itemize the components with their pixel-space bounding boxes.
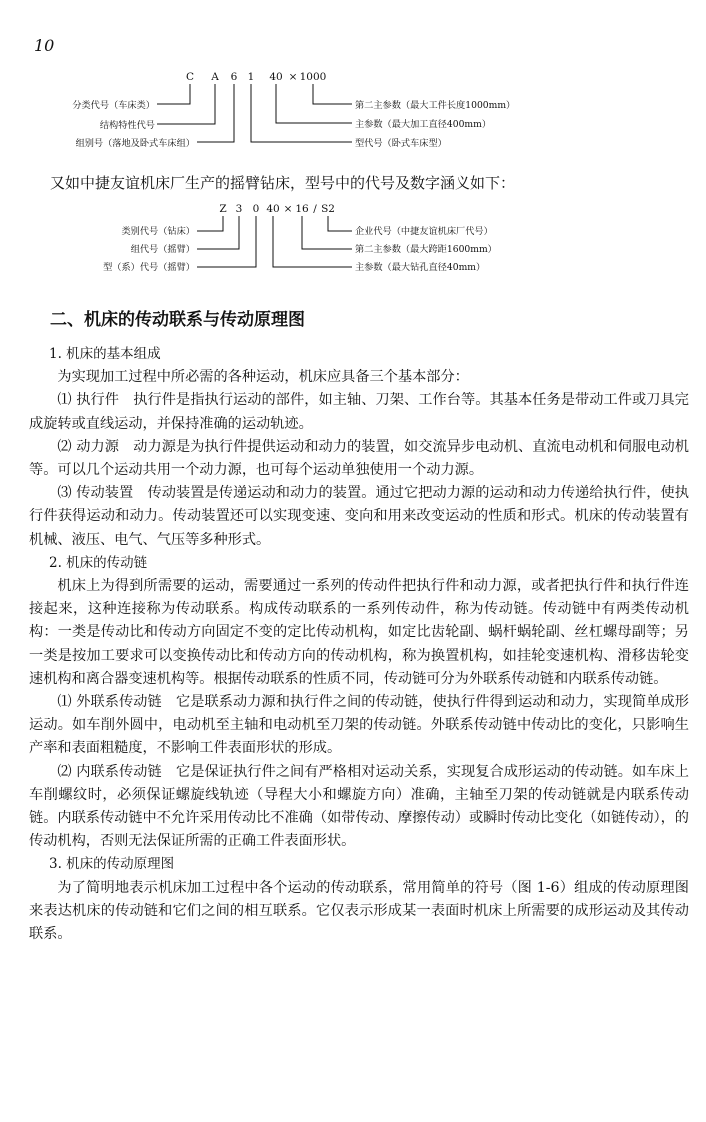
sub-heading-basic-composition: 1. 机床的基本组成	[49, 346, 161, 362]
code-char: S2	[321, 203, 335, 215]
paragraph: ⑵ 动力源 动力源是为执行件提供运动和动力的装置，如交流异步电动机、直流电动机和伺服电动机等。可以几个运动共用一个动力源，也可每个运动单独使用一个动力源。	[29, 438, 689, 479]
page-number: 10	[34, 36, 55, 55]
code-char: ×	[288, 71, 298, 83]
section-heading: 二、机床的传动联系与传动原理图	[50, 310, 305, 330]
code-char: Z	[219, 203, 227, 215]
left-label: 组别号（落地及卧式车床组）	[75, 138, 195, 149]
right-label: 主参数（最大钻孔直径40mm）	[355, 262, 486, 273]
code-char: 16	[295, 203, 309, 215]
paragraph: 为了简明地表示机床加工过程中各个运动的传动联系，常用简单的符号（图 1-6）组成的传动原理图来表达机床的传动链和它们之间的相互联系。它仅表示形成某一表面时机床上所需要的成形运动及其传动联系。	[29, 879, 689, 943]
right-label: 企业代号（中捷友谊机床厂代号）	[355, 226, 493, 237]
sub-heading-transmission-diagram: 3. 机床的传动原理图	[49, 856, 175, 873]
code-char: 0	[252, 203, 260, 215]
right-label: 型代号（卧式车床型）	[355, 138, 447, 149]
paragraph: ⑴ 外联系传动链 它是联系动力源和执行件之间的传动链，使执行件得到运动和动力，实现简单成形运动。如车削外圆中，电动机至主轴和电动机至刀架的传动链。外联系传动链中传动比的变化，只影响生产率和表面粗糙度，不影响工件表面形状的形成。	[29, 694, 689, 757]
code-char: A	[211, 71, 219, 83]
sub-heading-transmission-chain: 2. 机床的传动链	[49, 554, 148, 571]
left-label: 分类代号（车床类）	[72, 100, 155, 111]
code-char: 40	[269, 71, 283, 83]
code-char: 1000	[299, 71, 327, 83]
code-char: 3	[235, 203, 243, 215]
body-text	[29, 343, 689, 946]
left-label: 结构特性代号	[99, 120, 155, 131]
paragraph: 机床上为得到所需要的运动，需要通过一系列的传动件把执行件和动力源，或者把执行件和执行件连接起来，这种连接称为传动联系。构成传动联系的一系列传动件，称为传动链。传动链中有两类传动机构：一类是传动比和传动方向固定不变的定比传动机构，如定比齿轮副、蜗杆蜗轮副、丝杠螺母副等；另一类是按加工要求可以变换传动比和传动方向的传动机构，称为换置机构，如挂轮变速机构、滑移齿轮变速机构和离合器变速机构等。根据传动联系的性质不同，传动链可分为外联系传动链和内联系传动链。	[29, 578, 689, 687]
right-label: 第二主参数（最大跨距1600mm）	[355, 244, 497, 255]
left-label: 型（系）代号（摇臂）	[103, 262, 195, 273]
left-label: 组代号（摇臂）	[130, 244, 195, 255]
code-char: 1	[247, 71, 255, 83]
code-char: ×	[283, 203, 293, 215]
lead-sentence: 又如中捷友谊机床厂生产的摇臂钻床，型号中的代号及数字涵义如下：	[50, 174, 516, 192]
left-label: 类别代号（钻床）	[121, 226, 195, 237]
model-code-diagram-lathe	[0, 62, 706, 154]
code-char: /	[313, 203, 317, 215]
paragraph: ⑶ 传动装置 传动装置是传递运动和动力的装置。通过它把动力源的运动和动力传递给执行件，使执行件获得运动和动力。传动装置还可以实现变速、变向和用来改变运动的性质和形式。机床的传动装置有机械、液压、电气、气压等多种形式。	[29, 485, 689, 548]
paragraph: 为实现加工过程中所必需的各种运动，机床应具备三个基本部分：	[57, 369, 469, 386]
right-label: 第二主参数（最大工件长度1000mm）	[355, 100, 516, 111]
right-label: 主参数（最大加工直径400mm）	[355, 119, 492, 130]
paragraph: ⑵ 内联系传动链 它是保证执行件之间有严格相对运动关系，实现复合成形运动的传动链。如车床上车削螺纹时，必须保证螺旋线轨迹（导程大小和螺旋方向）准确，主轴至刀架的传动链就是内联系传动链。内联系传动链中不允许采用传动比不准确（如带传动、摩擦传动）或瞬时传动比变化（如链传动），的传动机构，否则无法保证所需的正确工件表面形状。	[29, 763, 689, 850]
code-char: 40	[266, 203, 280, 215]
paragraph: ⑴ 执行件 执行件是指执行运动的部件，如主轴、刀架、工作台等。其基本任务是带动工件或刀具完成旋转或直线运动，并保持准确的运动轨迹。	[29, 392, 689, 432]
code-char: 6	[230, 71, 238, 83]
code-char: C	[185, 71, 195, 83]
model-code-diagram-drill	[0, 196, 706, 278]
